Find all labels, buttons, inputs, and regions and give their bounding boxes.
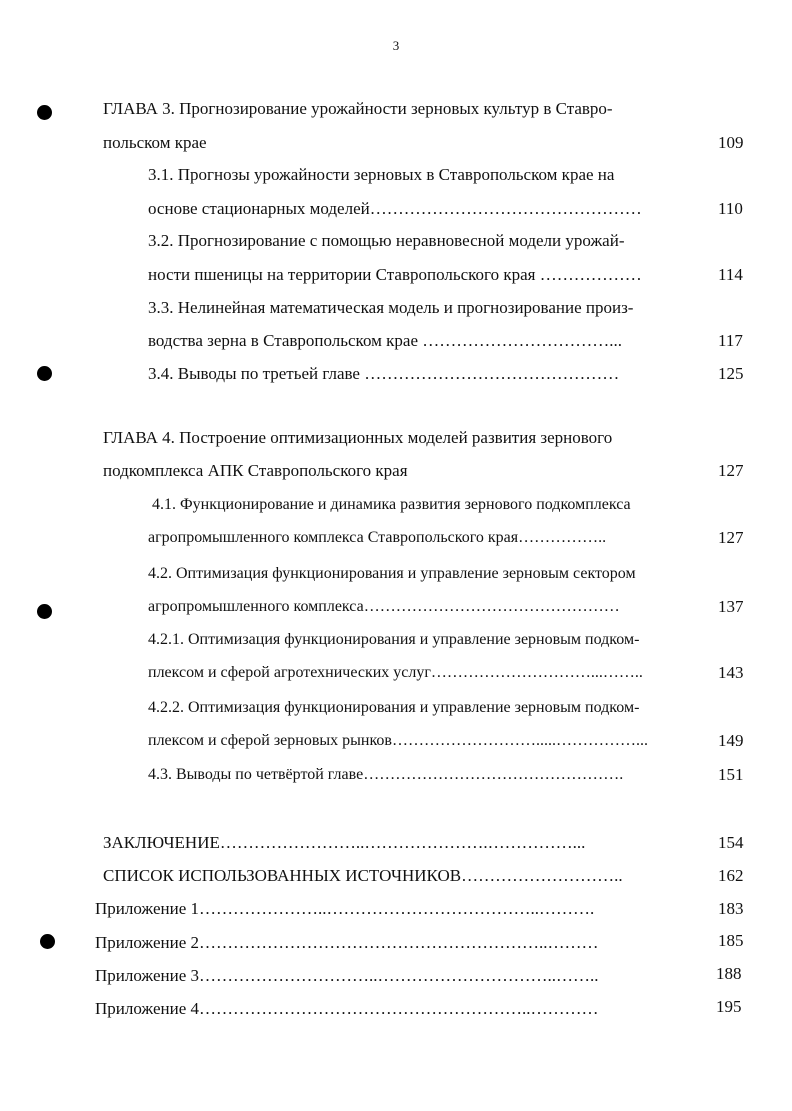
toc-page-number: 110: [718, 199, 743, 218]
toc-page-number: 137: [718, 597, 744, 616]
toc-page-number: 117: [718, 331, 743, 350]
punch-hole-mark: [37, 105, 52, 120]
toc-title-line: 4.2.2. Оптимизация функционирования и управление зерновым подком-: [148, 699, 640, 716]
toc-page-number: 127: [718, 528, 744, 547]
toc-title-line: 3.2. Прогнозирование с помощью неравновесной модели урожай-: [148, 231, 625, 250]
punch-hole-mark: [40, 934, 55, 949]
toc-title-line: ности пшеницы на территории Ставропольского края ………………: [148, 265, 642, 284]
toc-title-line: основе стационарных моделей…………………………………………: [148, 199, 642, 218]
toc-title-line: 4.1. Функционирование и динамика развития зернового подкомплекса: [152, 496, 631, 513]
toc-page-number: 188: [716, 964, 742, 983]
toc-page-number: 143: [718, 663, 744, 682]
toc-title-line: 3.4. Выводы по третьей главе ………………………………………: [148, 364, 620, 383]
toc-title-line: 3.1. Прогнозы урожайности зерновых в Ставропольском крае на: [148, 165, 615, 184]
toc-title-line: ГЛАВА 3. Прогнозирование урожайности зерновых культур в Ставро-: [103, 99, 613, 118]
toc-title-line: Приложение 4…………………………………………………..…………: [95, 999, 599, 1018]
toc-title-line: Приложение 1…………………..………………………………..……….: [95, 899, 595, 918]
toc-title-line: польском крае: [103, 133, 207, 152]
punch-hole-mark: [37, 366, 52, 381]
toc-page-number: 151: [718, 765, 744, 784]
toc-page-number: 162: [718, 866, 744, 885]
toc-title-line: ГЛАВА 4. Построение оптимизационных моделей развития зернового: [103, 428, 613, 447]
toc-title-line: СПИСОК ИСПОЛЬЗОВАННЫХ ИСТОЧНИКОВ………………………..: [103, 866, 623, 885]
toc-title-line: 4.2.1. Оптимизация функционирования и управление зерновым подком-: [148, 631, 640, 648]
toc-page-number: 154: [718, 833, 744, 852]
toc-page-number: 185: [718, 931, 744, 950]
toc-title-line: агропромышленного комплекса Ставропольского края……………..: [148, 529, 607, 546]
punch-hole-mark: [37, 604, 52, 619]
toc-title-line: агропромышленного комплекса…………………………………………: [148, 598, 620, 615]
toc-page-number: 125: [718, 364, 744, 383]
toc-page-number: 183: [718, 899, 744, 918]
toc-title-line: Приложение 3…………………………..…………………………..……..: [95, 966, 599, 985]
toc-page-number: 149: [718, 731, 744, 750]
toc-page-number: 114: [718, 265, 743, 284]
toc-title-line: плексом и сферой агротехнических услуг…………………………...……..: [148, 664, 643, 681]
toc-page-number: 109: [718, 133, 744, 152]
toc-title-line: подкомплекса АПК Ставропольского края: [103, 461, 408, 480]
toc-page-number: 127: [718, 461, 744, 480]
toc-title-line: водства зерна в Ставропольском крае ……………………………...: [148, 331, 622, 350]
toc-title-line: 4.2. Оптимизация функционирования и управление зерновым сектором: [148, 565, 636, 582]
toc-title-line: 3.3. Нелинейная математическая модель и прогнозирование произ-: [148, 298, 634, 317]
toc-title-line: 4.3. Выводы по четвёртой главе………………………………………….: [148, 766, 624, 783]
toc-title-line: Приложение 2……………………………………………………..………: [95, 933, 599, 952]
toc-page-number: 195: [716, 997, 742, 1016]
toc-title-line: ЗАКЛЮЧЕНИЕ……………………..………………….……………...: [103, 833, 586, 852]
page-number: 3: [392, 38, 400, 53]
toc-title-line: плексом и сферой зерновых рынков……………………….....……………...: [148, 732, 648, 749]
